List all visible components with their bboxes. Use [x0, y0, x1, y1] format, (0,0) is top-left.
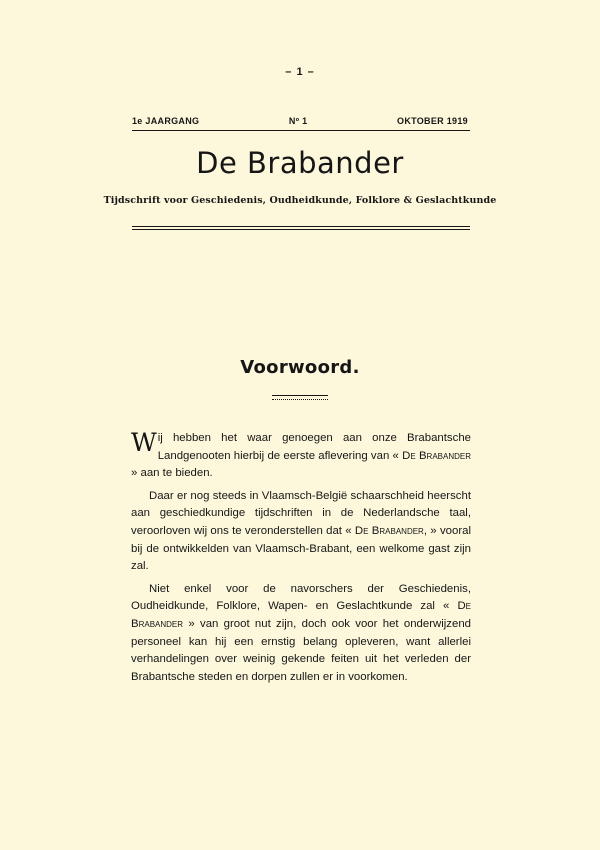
masthead-double-rule: [132, 226, 470, 230]
masthead-rule: [132, 130, 470, 131]
issue-number: Nº 1: [288, 116, 308, 126]
paragraph-2-text-a: Daar er nog steeds in Vlaamsch-België schaarschheid heerscht aan geschiedkundige tijdschriften in de Nederlandsche taal, veroorloven wij ons te veronderstellen dat «: [131, 489, 471, 537]
paragraph-1-text-a: ij hebben het waar genoegen aan onze Brabantsche Landgenooten hierbij de eerste aflevering van «: [157, 432, 471, 462]
article-heading: Voorwoord.: [240, 357, 360, 378]
paragraph-1-text-b: » aan te bieden.: [131, 467, 213, 480]
journal-subtitle: Tijdschrift voor Geschiedenis, Oudheidkunde, Folklore & Geslachtkunde: [103, 195, 497, 206]
paragraph-2: [131, 488, 471, 576]
article-body: [131, 430, 471, 686]
page-number: – 1 –: [285, 66, 315, 78]
heading-ornament: [272, 395, 328, 400]
drop-cap: W: [131, 428, 157, 457]
paragraph-2-text-b: » vooral bij de ontwikkelden van Vlaamsch-Brabant, een welkome gast zijn zal.: [131, 524, 471, 573]
journal-name-ref: De Brabander: [402, 449, 472, 462]
paragraph-3-text-b: » van groot nut zijn, doch ook voor het onderwijzend personeel kan hij een ernstig belang opleveren, want allerlei verhandelingen over weinig gekende feiten uit het verleden der Brabantsche steden en dorpen zullen er in voorkomen.: [131, 617, 471, 683]
paragraph-3-text-a: Niet enkel voor de navorschers der Geschiedenis, Oudheidkunde, Folklore, Wapen- en Geslachtkunde zal «: [131, 582, 471, 613]
paragraph-3: [131, 581, 471, 687]
masthead-info-row: [132, 116, 468, 126]
paragraph-1: [131, 430, 471, 483]
issue-date: OKTOBER 1919: [397, 116, 468, 126]
journal-title: De Brabander: [196, 146, 404, 180]
journal-name-ref: De Brabander,: [354, 524, 427, 537]
volume-label: 1e JAARGANG: [132, 116, 200, 126]
journal-name-ref: De Brabander: [131, 600, 471, 630]
